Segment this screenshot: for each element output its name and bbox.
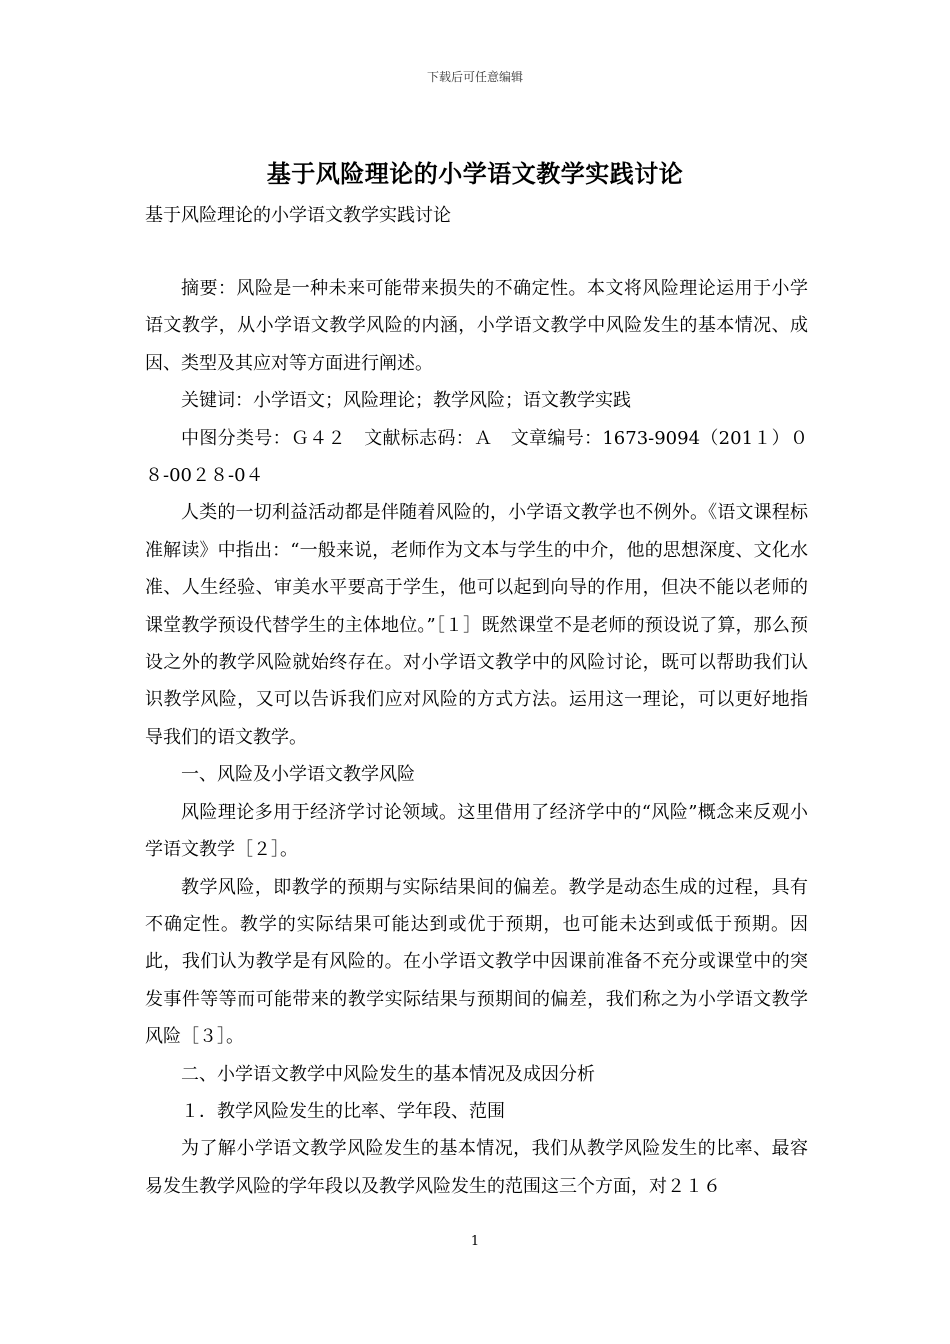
section-heading: 二、小学语文教学中风险发生的基本情况及成因分析 <box>181 1063 595 1085</box>
page-header-note: 下载后可任意编辑 <box>426 70 523 84</box>
keywords-paragraph: 关键词：小学语文；风险理论；教学风险；语文教学实践 <box>181 390 631 412</box>
section-heading: 一、风险及小学语文教学风险 <box>181 764 415 786</box>
body-paragraph: 教学风险，即教学的预期与实际结果间的偏差。教学是动态生成的过程，具有不确定性。教学的实际结果可能达到或优于预期，也可能未达到或低于预期。因此，我们认为教学是有风险的。在小学语文教学中因课前准备不充分或课堂中的突发事件等等而可能带来的教学实际结果与预期间的偏差，我们称之为小学语文教学风险［３］。 <box>145 876 808 1048</box>
body-paragraph: 为了解小学语文教学风险发生的基本情况，我们从教学风险发生的比率、最容易发生教学风险的学年段以及教学风险发生的范围这三个方面，对２１６ <box>145 1138 808 1197</box>
classification-paragraph: 中图分类号：Ｇ４２ 文献标志码：Ａ 文章编号：1673-9094（201１）０８-00２８-0４ <box>145 427 808 487</box>
body-paragraph: 人类的一切利益活动都是伴随着风险的，小学语文教学也不例外。《语文课程标准解读》中指出：“一般来说，老师作为文本与学生的中介，他的思想深度、文化水准、人生经验、审美水平要高于学生，他可以起到向导的作用，但决不能以老师的课堂教学预设代替学生的主体地位。”［１］既然课堂不是老师的预设说了算，那么预设之外的教学风险就始终存在。对小学语文教学中的风险讨论，既可以帮助我们认识教学风险，又可以告诉我们应对风险的方式方法。运用这一理论，可以更好地指导我们的语文教学。 <box>145 502 808 748</box>
document-subtitle: 基于风险理论的小学语文教学实践讨论 <box>145 205 451 226</box>
body-paragraph: 风险理论多用于经济学讨论领域。这里借用了经济学中的“风险”概念来反观小学语文教学［２］。 <box>145 801 808 861</box>
page-number: 1 <box>470 1234 480 1249</box>
subsection-heading: １．教学风险发生的比率、学年段、范围 <box>181 1100 505 1122</box>
document-body <box>145 270 808 1205</box>
document-title: 基于风险理论的小学语文教学实践讨论 <box>266 159 684 188</box>
abstract-paragraph: 摘要：风险是一种未来可能带来损失的不确定性。本文将风险理论运用于小学语文教学，从小学语文教学风险的内涵，小学语文教学中风险发生的基本情况、成因、类型及其应对等方面进行阐述。 <box>145 278 808 374</box>
